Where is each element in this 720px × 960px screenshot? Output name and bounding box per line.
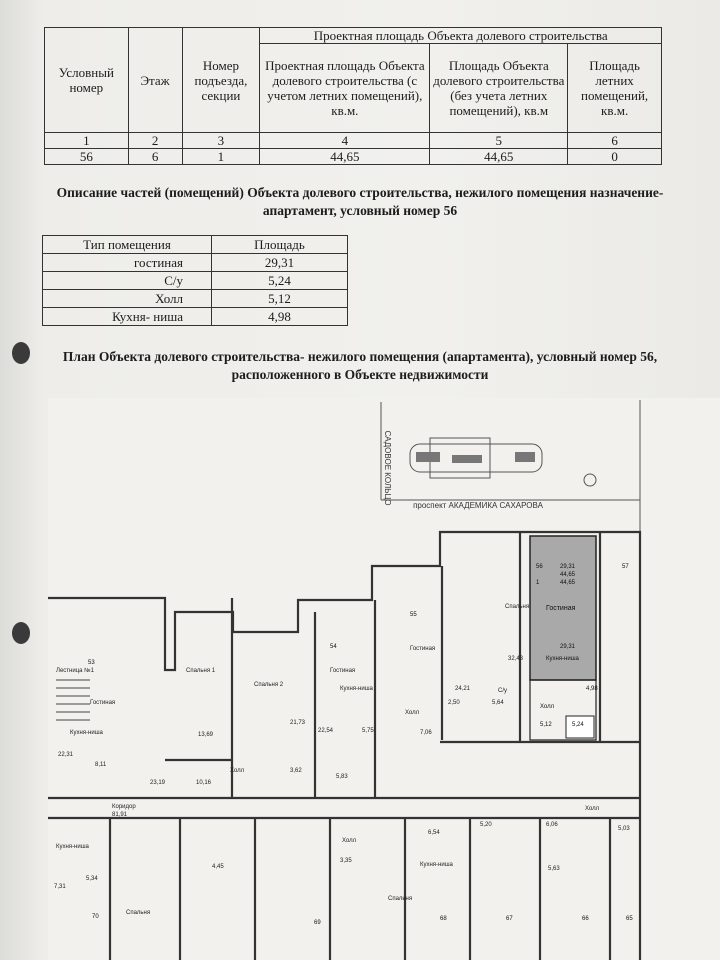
col-header-area-no-summer: Площадь Объекта долевого строительства (без учета летних помещений), кв.м [430,44,568,133]
cell: С/у [43,272,212,290]
col-header-area: Площадь [212,236,348,254]
unit-number: 55 [410,612,417,618]
cell: 56 [45,149,129,165]
room-label: Коридор [112,804,136,810]
area-label: 6,54 [428,830,440,836]
area-label: 13,69 [198,732,214,738]
unit-number: 68 [440,916,447,922]
room-label: Холл [342,838,357,844]
area-label: 8,11 [95,762,107,768]
room-label: С/у [498,688,507,694]
room-label: Кухня-ниша [420,862,453,868]
index-row [45,133,662,149]
area-label: 5,24 [572,722,584,728]
area-label: 22,54 [318,728,334,734]
room-label: Гостиная [330,668,356,674]
unit-area: 44,65 [560,572,576,578]
group-header: Проектная площадь Объекта долевого строительства [260,28,662,44]
cell: 5 [430,133,568,149]
area-label: 5,64 [492,700,504,706]
room-label: Гостиная [410,646,436,652]
unit-number: 69 [314,920,321,926]
room-label: Гостиная [546,605,576,612]
room-label: Кухня-ниша [70,730,103,736]
col-header-summer-area: Площадь летних помещений, кв.м. [568,44,662,133]
area-label: 22,31 [58,752,74,758]
room-label: Холл [405,710,420,716]
area-label: 81,91 [112,812,128,818]
col-header-number: Условный номер [45,28,129,133]
area-label: 6,06 [546,822,558,828]
room-label: Гостиная [90,700,116,706]
area-summary-table [44,27,662,165]
unit-number: 54 [330,644,337,650]
rooms-table [42,235,348,326]
punch-hole [12,622,30,644]
room-label: Спальня 2 [254,682,284,688]
unit-number: 65 [626,916,633,922]
cell: 44,65 [260,149,430,165]
data-row [45,149,662,165]
cell: гостиная [43,254,212,272]
area-label: 5,34 [86,876,98,882]
unit-number: 70 [92,914,99,920]
area-label: 21,73 [290,720,306,726]
cell: 2 [128,133,182,149]
rooms-description-heading: Описание частей (помещений) Объекта долевого строительства, нежилого помещения назначение- апартамент, условный номер 56 [56,185,664,218]
area-label: 5,75 [362,728,374,734]
cell: 44,65 [430,149,568,165]
area-label: 32,43 [508,656,524,662]
table-row [43,254,348,272]
room-label: Спальня [388,896,413,902]
unit-number: 67 [506,916,513,922]
room-label: Кухня-ниша [56,844,89,850]
floor-plan [48,398,720,960]
room-label: Спальня [126,910,151,916]
cell: 1 [182,149,260,165]
area-label: 29,31 [560,644,576,650]
area-label: 3,35 [340,858,352,864]
unit-number: 53 [88,660,95,666]
cell: 1 [45,133,129,149]
col-header-entrance: Номер подъезда, секции [182,28,260,133]
cell: Холл [43,290,212,308]
street-label-horizontal: проспект АКАДЕМИКА САХАРОВА [413,501,543,510]
unit-number: 56 [536,564,543,570]
cell: 6 [128,149,182,165]
area-label: 3,62 [290,768,302,774]
room-label: Кухня-ниша [340,686,373,692]
cell: Кухня- ниша [43,308,212,326]
punch-hole [12,342,30,364]
area-label: 4,98 [586,686,598,692]
table-row [43,308,348,326]
area-label: 23,19 [150,780,166,786]
area-label: 4,45 [212,864,224,870]
table-row [43,290,348,308]
col-header-floor: Этаж [128,28,182,133]
area-label: 7,31 [54,884,66,890]
area-label: 7,06 [420,730,432,736]
plan-heading: План Объекта долевого строительства- нежилого помещения (апартамента), условный номер 56, расположенного в Объекте недвижимости [62,349,658,382]
col-header-total-area: Проектная площадь Объекта долевого строительства (с учетом летних помещений), кв.м. [260,44,430,133]
room-label: Спальня 1 [186,668,216,674]
area-label: 5,83 [336,774,348,780]
unit-area: 29,31 [560,564,576,570]
cell: 5,12 [212,290,348,308]
unit-area: 44,65 [560,580,576,586]
cell: 3 [182,133,260,149]
area-label: 2,50 [448,700,460,706]
unit-number: 66 [582,916,589,922]
cell: 29,31 [212,254,348,272]
cell: 4,98 [212,308,348,326]
room-label: Кухня-ниша [546,656,579,662]
table-row [43,272,348,290]
cell: 4 [260,133,430,149]
area-label: 24,21 [455,686,471,692]
area-label: 5,03 [618,826,630,832]
street-label-vertical: САДОВОЕ КОЛЬЦО [383,430,392,506]
room-label: Холл [540,704,555,710]
area-label: 5,12 [540,722,552,728]
room-label: Спальня [505,604,530,610]
cell: 0 [568,149,662,165]
cell: 5,24 [212,272,348,290]
area-label: 5,20 [480,822,492,828]
col-header-room-type: Тип помещения [43,236,212,254]
cell: 6 [568,133,662,149]
unit-number: 57 [622,564,629,570]
room-label: Холл [585,806,600,812]
room-label: Лестница №1 [56,668,94,674]
room-label: Холл [230,768,245,774]
area-label: 10,16 [196,780,212,786]
area-label: 5,63 [548,866,560,872]
unit-section: 1 [536,580,540,586]
